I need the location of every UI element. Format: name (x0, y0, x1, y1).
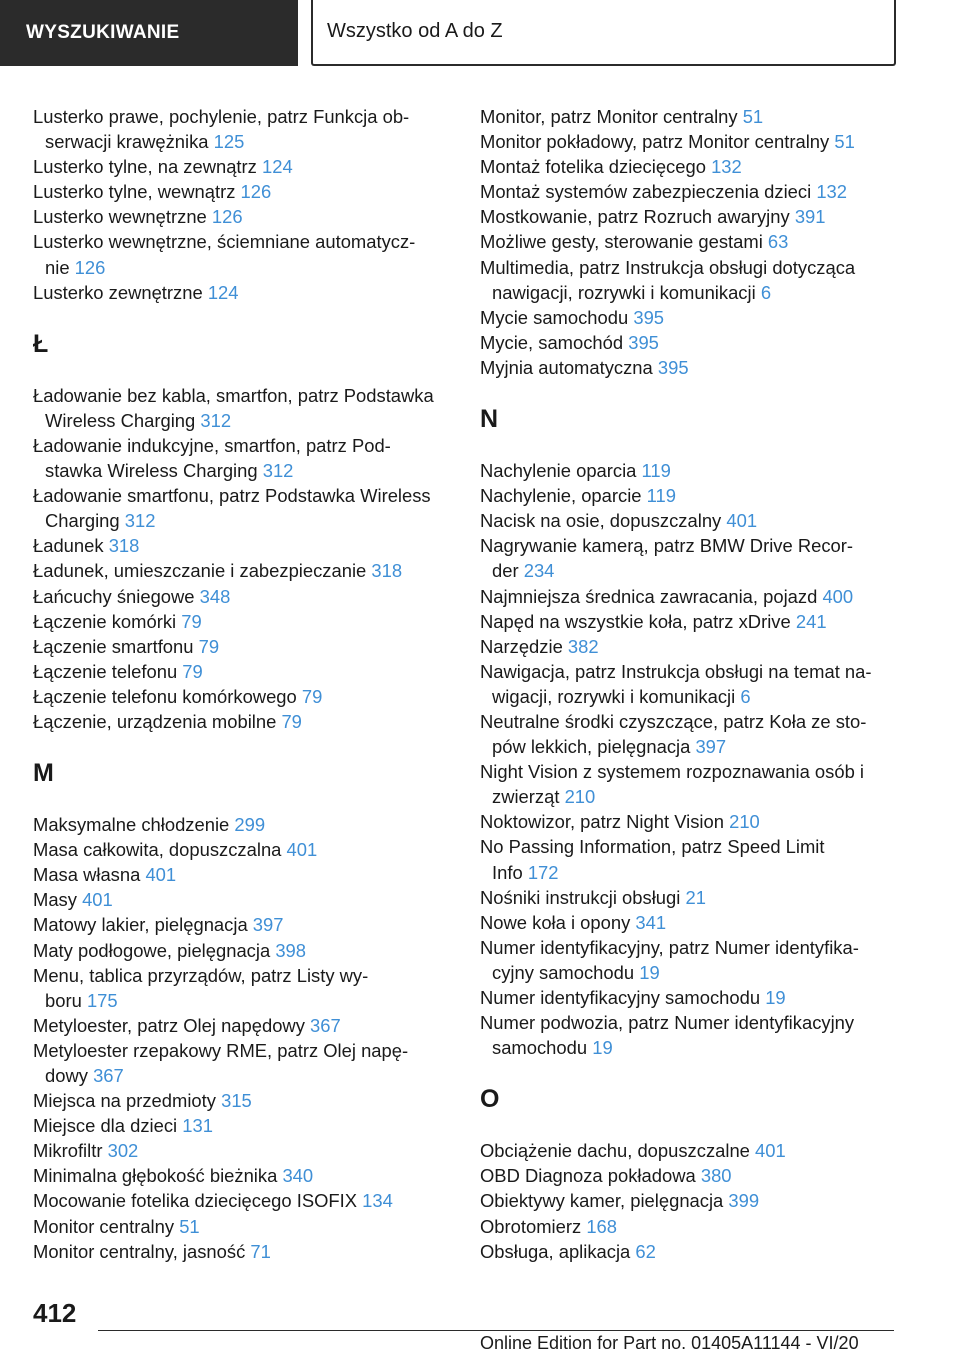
index-entry (480, 1010, 900, 1060)
index-entry (480, 809, 900, 834)
index-column-right (480, 104, 900, 1264)
index-entry-text: Montaż fotelika dziecięcego (480, 156, 706, 178)
index-entry (33, 912, 453, 937)
index-entry-text: cyjny samochodu (492, 961, 635, 983)
page-reference-link[interactable]: 397 (252, 914, 284, 936)
index-entry-text: zwierząt (492, 786, 560, 808)
page-reference-link[interactable]: 175 (86, 989, 118, 1011)
page-reference-link[interactable]: 63 (767, 231, 789, 253)
index-entry-text: Napęd na wszystkie koła, patrz xDrive (480, 610, 791, 632)
page-reference-link[interactable]: 132 (816, 181, 847, 203)
page-reference-link[interactable]: 119 (646, 485, 676, 507)
index-entry-text: Obsługa, aplikacja (480, 1240, 631, 1262)
index-entry (480, 609, 900, 634)
index-entry (480, 659, 900, 709)
index-entry-text: Matowy lakier, pielęgnacja (33, 914, 248, 936)
page-reference-link[interactable]: 401 (145, 864, 177, 886)
index-entry (33, 1088, 453, 1113)
page-reference-link[interactable]: 302 (107, 1140, 139, 1162)
page-reference-link[interactable]: 131 (182, 1115, 213, 1137)
index-letter-heading: O (480, 1085, 500, 1114)
page-reference-link[interactable]: 132 (711, 156, 742, 178)
index-entry (480, 305, 900, 330)
index-entry (480, 1239, 900, 1264)
footer-divider (98, 1330, 894, 1331)
page-reference-link[interactable]: 126 (211, 206, 243, 228)
index-entry (480, 355, 900, 380)
index-entry-text: Monitor centralny, jasność (33, 1240, 246, 1262)
page-reference-link[interactable]: 126 (240, 181, 272, 203)
index-entry-text: Obrotomierz (480, 1215, 582, 1237)
index-entry-text: Maty podłogowe, pielęgnacja (33, 939, 271, 961)
index-entry-text: Lusterko zewnętrzne (33, 281, 203, 303)
page-reference-link[interactable]: 126 (74, 256, 106, 278)
index-entry-text: Montaż systemów zabezpieczenia dzieci (480, 181, 812, 203)
index-entry-text: Ładowanie bez kabla, smartfon, patrz Podstawka (33, 384, 434, 406)
section-tab: WYSZUKIWANIE (0, 0, 298, 66)
index-entry (480, 985, 900, 1010)
index-entry (480, 910, 900, 935)
page-reference-link[interactable]: 401 (755, 1140, 786, 1162)
page-reference-link[interactable]: 348 (199, 585, 231, 607)
page-reference-link[interactable]: 391 (794, 206, 826, 228)
index-letter-heading: M (33, 759, 54, 788)
index-entry (480, 834, 900, 884)
index-entry-text: Obiektywy kamer, pielęgnacja (480, 1190, 724, 1212)
index-entry-text: Wireless Charging (45, 409, 196, 431)
index-entry-text: Numer identyfikacyjny, patrz Numer identyfika- (480, 936, 859, 958)
page-reference-link[interactable]: 234 (523, 560, 555, 582)
index-entry (33, 204, 453, 229)
index-entry (33, 179, 453, 204)
page-reference-link[interactable]: 401 (286, 839, 318, 861)
index-entry-text: Multimedia, patrz Instrukcja obsługi dotycząca (480, 256, 856, 278)
index-entry (33, 483, 453, 533)
index-entry (480, 1163, 900, 1188)
index-entry-text: stawka Wireless Charging (45, 460, 258, 482)
index-entry-text: Łańcuchy śniegowe (33, 585, 195, 607)
index-entry (480, 935, 900, 985)
index-entry-text: Masy (33, 889, 77, 911)
page-reference-link[interactable]: 340 (282, 1165, 314, 1187)
index-entry (33, 1113, 453, 1138)
page-reference-link[interactable]: 62 (635, 1240, 656, 1262)
index-entry-text: Ładowanie indukcyjne, smartfon, patrz Pod- (33, 434, 391, 456)
index-entry (480, 533, 900, 583)
index-entry (33, 837, 453, 862)
page-reference-link[interactable]: 241 (795, 610, 827, 632)
index-entry (480, 330, 900, 355)
page-reference-link[interactable]: 79 (181, 610, 202, 632)
index-entry-text: Nachylenie oparcia (480, 460, 637, 482)
page-reference-link[interactable]: 79 (281, 710, 302, 732)
index-entry (480, 255, 900, 305)
index-entry (480, 1214, 900, 1239)
page-reference-link[interactable]: 210 (729, 811, 760, 833)
index-entry-text: Obciążenie dachu, dopuszczalne (480, 1140, 750, 1162)
index-entry (33, 280, 453, 305)
index-entry (33, 383, 453, 433)
page-reference-link[interactable]: 79 (198, 635, 220, 657)
index-entry (480, 508, 900, 533)
page-reference-link[interactable]: 299 (234, 814, 266, 836)
page-reference-link[interactable]: 312 (262, 460, 294, 482)
page-reference-link[interactable]: 79 (301, 685, 323, 707)
index-entry (480, 759, 900, 809)
index-entry-text: Monitor centralny (33, 1215, 175, 1237)
chapter-tab: Wszystko od A do Z (311, 0, 896, 66)
page-reference-link[interactable]: 79 (182, 660, 203, 682)
index-entry-text: Miejsca na przedmioty (33, 1090, 216, 1112)
index-entry (33, 684, 453, 709)
index-entry-text: Mostkowanie, patrz Rozruch awaryjny (480, 206, 790, 228)
index-entry (33, 609, 453, 634)
index-entry (480, 1188, 900, 1213)
index-entry-text: Numer identyfikacyjny samochodu (480, 987, 761, 1008)
index-entry (33, 558, 453, 583)
index-entry-text: Mycie, samochód (480, 331, 624, 353)
index-entry-text: boru (45, 989, 82, 1011)
page-reference-link[interactable]: 315 (221, 1090, 252, 1112)
index-entry (33, 812, 453, 837)
index-entry-text: Masa całkowita, dopuszczalna (33, 839, 282, 861)
page-reference-link[interactable]: 367 (310, 1014, 341, 1036)
index-entry (480, 634, 900, 659)
page-reference-link[interactable]: 125 (213, 131, 245, 153)
index-entry-text: Ładunek (33, 535, 104, 557)
index-entry-text: Lusterko wewnętrzne, ściemniane automatycz- (33, 231, 416, 253)
index-entry-text: dowy (45, 1065, 88, 1086)
index-entry-text: Metyloester rzepakowy RME, patrz Olej napę- (33, 1039, 409, 1061)
page-reference-link[interactable]: 395 (628, 331, 659, 353)
index-entry (33, 1188, 453, 1213)
index-entry-text: Monitor pokładowy, patrz Monitor centralny (480, 131, 830, 153)
index-entry-text: Możliwe gesty, sterowanie gestami (480, 231, 763, 253)
index-entry-text: OBD Diagnoza pokładowa (480, 1165, 696, 1187)
index-entry-text: Najmniejsza średnica zawracania, pojazd (480, 585, 818, 607)
index-entry-text: Miejsce dla dzieci (33, 1115, 178, 1137)
index-entry-text: Ładowanie smartfonu, patrz Podstawka Wireless (33, 485, 431, 507)
page-reference-link[interactable]: 380 (700, 1165, 732, 1187)
index-entry-text: pów lekkich, pielęgnacja (492, 736, 691, 758)
index-entry-text: Myjnia automatyczna (480, 356, 653, 378)
index-entry (33, 1038, 453, 1088)
index-entry-text: No Passing Information, patrz Speed Limit (480, 836, 825, 858)
page-reference-link[interactable]: 6 (740, 685, 751, 707)
index-entry-text: Mikrofiltr (33, 1140, 103, 1162)
index-letter-heading: Ł (33, 329, 49, 358)
index-entry (480, 1138, 900, 1163)
index-entry-text: wigacji, rozrywki i komunikacji (492, 685, 736, 707)
page-header (0, 0, 960, 66)
page-reference-link[interactable]: 51 (179, 1215, 200, 1237)
index-entry-text: Nacisk na osie, dopuszczalny (480, 510, 722, 532)
page-reference-link[interactable]: 19 (765, 987, 786, 1008)
index-entry-text: Łączenie, urządzenia mobilne (33, 710, 277, 732)
index-entry-text: Ładunek, umieszczanie i zabezpieczanie (33, 560, 367, 582)
index-entry (33, 887, 453, 912)
index-entry-text: Nawigacja, patrz Instrukcja obsługi na temat na- (480, 660, 872, 682)
index-entry (480, 885, 900, 910)
index-entry-text: Lusterko tylne, wewnątrz (33, 181, 236, 203)
index-entry-text: Mocowanie fotelika dziecięcego ISOFIX (33, 1190, 358, 1212)
index-entry-text: Maksymalne chłodzenie (33, 814, 230, 836)
index-entry (33, 533, 453, 558)
index-entry-text: Lusterko tylne, na zewnątrz (33, 156, 257, 178)
page-reference-link[interactable]: 318 (108, 535, 140, 557)
index-entry (480, 229, 900, 254)
page-reference-link[interactable]: 210 (564, 786, 596, 808)
page-reference-link[interactable]: 19 (639, 961, 660, 983)
page-number: 412 (33, 1298, 77, 1328)
page-reference-link[interactable]: 124 (262, 156, 293, 178)
index-entry (480, 483, 900, 508)
index-entry-text: Narzędzie (480, 635, 563, 657)
index-entry-text: Info (492, 861, 523, 883)
index-entry-text: Łączenie komórki (33, 610, 177, 632)
page-reference-link[interactable]: 124 (207, 281, 239, 303)
index-entry (33, 584, 453, 609)
index-entry-text: Nośniki instrukcji obsługi (480, 886, 681, 908)
index-entry (33, 938, 453, 963)
index-entry-text: Lusterko wewnętrzne (33, 206, 207, 228)
page-reference-link[interactable]: 397 (695, 736, 727, 758)
index-entry-text: Charging (45, 510, 120, 532)
page-reference-link[interactable]: 401 (82, 889, 113, 911)
index-entry (33, 634, 453, 659)
index-entry (33, 963, 453, 1013)
index-entry-text: Łączenie telefonu (33, 660, 178, 682)
page-reference-link[interactable]: 51 (834, 131, 855, 153)
index-entry (33, 862, 453, 887)
index-entry-text: Menu, tablica przyrządów, patrz Listy wy- (33, 964, 369, 986)
index-entry (480, 104, 900, 129)
page-reference-link[interactable]: 312 (200, 409, 232, 431)
index-entry (480, 204, 900, 229)
index-entry-text: Night Vision z systemem rozpoznawania osób i (480, 761, 865, 783)
index-entry (480, 709, 900, 759)
index-entry-text: Mycie samochodu (480, 306, 629, 328)
page-reference-link[interactable]: 367 (93, 1065, 124, 1086)
index-entry (480, 458, 900, 483)
edition-note: Online Edition for Part no. 01405A11144 - VI/20 (480, 1333, 859, 1353)
index-entry-text: Minimalna głębokość bieżnika (33, 1165, 278, 1187)
page-reference-link[interactable]: 398 (275, 939, 307, 961)
index-entry (33, 1214, 453, 1239)
page-reference-link[interactable]: 395 (657, 356, 689, 378)
page-reference-link[interactable]: 318 (371, 560, 403, 582)
index-entry (33, 433, 453, 483)
index-entry-text: Noktowizor, patrz Night Vision (480, 811, 724, 833)
index-entry-text: nawigacji, rozrywki i komunikacji (492, 281, 756, 303)
page-reference-link[interactable]: 172 (527, 861, 559, 883)
index-entry-text: Łączenie telefonu komórkowego (33, 685, 297, 707)
index-entry-text: der (492, 560, 519, 582)
index-entry-text: samochodu (492, 1037, 588, 1059)
index-entry (480, 179, 900, 204)
index-entry (33, 1138, 453, 1163)
page-reference-link[interactable]: 382 (567, 635, 599, 657)
index-entry (33, 1163, 453, 1188)
page-reference-link[interactable]: 71 (250, 1240, 271, 1262)
page-reference-link[interactable]: 168 (586, 1215, 617, 1237)
index-entry (33, 1013, 453, 1038)
page-reference-link[interactable]: 401 (726, 510, 758, 532)
index-entry-text: serwacji krawężnika (45, 131, 209, 153)
page-reference-link[interactable]: 341 (635, 911, 667, 933)
index-entry (33, 154, 453, 179)
index-column-left (33, 104, 453, 1264)
page-reference-link[interactable]: 19 (592, 1037, 613, 1059)
index-entry-text: Monitor, patrz Monitor centralny (480, 106, 738, 127)
page-reference-link[interactable]: 51 (742, 106, 764, 127)
index-entry (33, 104, 453, 154)
index-entry-text: Numer podwozia, patrz Numer identyfikacyjny (480, 1012, 855, 1034)
page-reference-link[interactable]: 119 (641, 460, 671, 482)
index-entry-text: nie (45, 256, 70, 278)
index-entry (480, 154, 900, 179)
page-reference-link[interactable]: 6 (760, 281, 772, 303)
page-reference-link[interactable]: 395 (633, 306, 665, 328)
index-entry-text: Masa własna (33, 864, 141, 886)
page-reference-link[interactable]: 400 (822, 585, 854, 607)
index-letter-heading: N (480, 405, 499, 434)
index-entry (480, 129, 900, 154)
index-entry (480, 584, 900, 609)
page-reference-link[interactable]: 134 (362, 1190, 393, 1212)
page-reference-link[interactable]: 399 (728, 1190, 760, 1212)
index-entry (33, 229, 453, 279)
index-entry-text: Nachylenie, oparcie (480, 485, 642, 507)
index-entry-text: Nagrywanie kamerą, patrz BMW Drive Recor- (480, 535, 854, 557)
page-reference-link[interactable]: 312 (124, 510, 156, 532)
page-reference-link[interactable]: 21 (685, 886, 706, 908)
index-entry (33, 659, 453, 684)
index-entry-text: Nowe koła i opony (480, 911, 631, 933)
index-entry (33, 1239, 453, 1264)
index-entry-text: Metyloester, patrz Olej napędowy (33, 1014, 305, 1036)
index-entry-text: Lusterko prawe, pochylenie, patrz Funkcja ob- (33, 106, 410, 127)
index-entry (33, 709, 453, 734)
index-entry-text: Łączenie smartfonu (33, 635, 194, 657)
index-entry-text: Neutralne środki czyszczące, patrz Koła ze sto- (480, 710, 867, 732)
